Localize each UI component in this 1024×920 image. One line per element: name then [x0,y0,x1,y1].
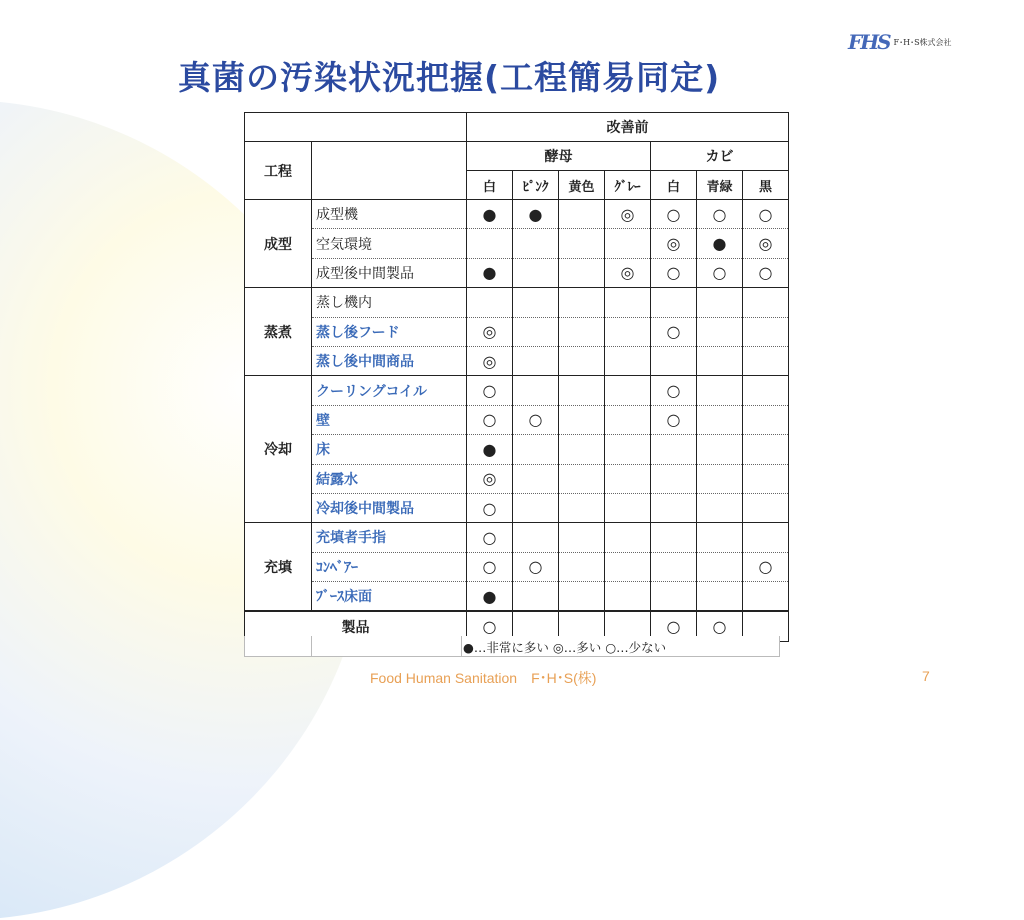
logo-mark: FHS [848,30,890,54]
result-cell [697,288,743,317]
table-row [245,552,789,581]
contamination-table [244,112,789,642]
result-cell [513,317,559,346]
result-cell [467,229,513,258]
result-cell: ○ [697,258,743,287]
result-cell [559,435,605,464]
result-cell: ● [467,435,513,464]
result-cell [513,258,559,287]
result-cell: ○ [467,552,513,581]
result-cell [697,552,743,581]
result-cell [651,346,697,375]
result-cell: ○ [467,405,513,434]
result-cell [605,317,651,346]
result-cell [605,376,651,405]
result-cell: ○ [467,493,513,522]
table-row [245,317,789,346]
legend-divider [461,636,462,656]
result-cell: ○ [743,552,789,581]
result-cell [651,435,697,464]
process-label: 成型 [245,200,312,288]
subheader-white-yeast: 白 [467,171,513,200]
result-cell [559,346,605,375]
result-cell [559,523,605,552]
result-cell [605,523,651,552]
result-cell: ○ [697,200,743,229]
table-row [245,229,789,258]
result-cell: ◎ [651,229,697,258]
result-cell: ◎ [467,346,513,375]
table-row [245,493,789,522]
result-cell: ○ [651,376,697,405]
result-cell [605,229,651,258]
result-cell [513,346,559,375]
result-cell [513,464,559,493]
subheader-gray: ｸﾞﾚｰ [605,171,651,200]
result-cell: ○ [467,376,513,405]
result-cell: ○ [651,258,697,287]
slide-title: 真菌の汚染状況把握(工程簡易同定) [178,58,721,97]
result-cell: ○ [513,405,559,434]
page-number: 7 [922,668,930,684]
result-cell [559,317,605,346]
result-cell [559,405,605,434]
result-cell [697,376,743,405]
table-row [245,200,789,229]
result-cell [513,376,559,405]
subheader-blue-green: 青緑 [697,171,743,200]
process-label: 冷却 [245,376,312,523]
result-cell [743,288,789,317]
result-cell [697,346,743,375]
result-cell [513,523,559,552]
legend [244,636,780,657]
result-cell: ○ [467,523,513,552]
item-label: 充填者手指 [312,523,467,552]
result-cell [559,288,605,317]
result-cell: ○ [743,258,789,287]
header-yeast: 酵母 [467,142,651,171]
result-cell [559,258,605,287]
header-blank [245,113,467,142]
result-cell [559,376,605,405]
result-cell: ◎ [467,317,513,346]
result-cell [743,405,789,434]
result-cell [651,464,697,493]
item-label: 空気環境 [312,229,467,258]
header-item-blank [312,142,467,200]
result-cell [743,435,789,464]
result-cell [605,464,651,493]
table-row [245,288,789,317]
result-cell [743,493,789,522]
result-cell [467,288,513,317]
result-cell: ○ [743,200,789,229]
result-cell [651,493,697,522]
result-cell [697,464,743,493]
result-cell: ○ [651,317,697,346]
result-cell [559,493,605,522]
table-row [245,376,789,405]
result-cell [605,405,651,434]
result-cell [605,493,651,522]
result-cell [651,582,697,612]
table-row [245,435,789,464]
result-cell [559,552,605,581]
result-cell [697,493,743,522]
result-cell [559,229,605,258]
result-cell: ○ [651,200,697,229]
result-cell: ◎ [605,200,651,229]
item-label: 冷却後中間製品 [312,493,467,522]
header-before-improvement: 改善前 [467,113,789,142]
subheader-white-mold: 白 [651,171,697,200]
table-row [245,346,789,375]
header-process: 工程 [245,142,312,200]
result-cell [605,552,651,581]
table-row [245,464,789,493]
legend-divider [311,636,312,656]
item-label: 成型機 [312,200,467,229]
result-cell [559,582,605,612]
company-logo [848,30,952,54]
result-cell [605,435,651,464]
result-cell [513,493,559,522]
result-cell: ● [467,200,513,229]
item-label: 蒸し後フード [312,317,467,346]
footer-text: Food Human Sanitation F･H･S(株) [370,670,597,686]
result-cell [651,523,697,552]
item-label: ｺﾝﾍﾞｱｰ [312,552,467,581]
result-cell: ● [467,582,513,612]
header-mold: カビ [651,142,789,171]
result-cell [559,464,605,493]
item-label: 床 [312,435,467,464]
item-label: 蒸し機内 [312,288,467,317]
result-cell [697,317,743,346]
item-label: クーリングコイル [312,376,467,405]
result-cell: ○ [651,611,697,641]
result-cell [605,582,651,612]
subheader-yellow: 黄色 [559,171,605,200]
result-cell: ◎ [605,258,651,287]
table-row [245,258,789,287]
result-cell: ○ [651,405,697,434]
result-cell [743,523,789,552]
result-cell [651,288,697,317]
result-cell [743,376,789,405]
result-cell [743,317,789,346]
result-cell [743,582,789,612]
result-cell: ● [697,229,743,258]
result-cell: ◎ [467,464,513,493]
result-cell [743,464,789,493]
result-cell: ○ [697,611,743,641]
table-row [245,405,789,434]
process-label: 充填 [245,523,312,612]
result-cell [697,405,743,434]
subheader-pink: ﾋﾟﾝｸ [513,171,559,200]
result-cell [651,552,697,581]
item-label: 成型後中間製品 [312,258,467,287]
item-label: 蒸し後中間商品 [312,346,467,375]
result-cell [605,346,651,375]
subheader-black: 黒 [743,171,789,200]
result-cell [513,435,559,464]
legend-text: ●…非常に多い ◎…多い ○…少ない [463,640,667,655]
result-cell [513,582,559,612]
product-label: 製品 [245,611,467,641]
table-row [245,523,789,552]
result-cell [697,582,743,612]
result-cell [743,346,789,375]
logo-text: F･H･S株式会社 [893,37,952,47]
result-cell: ● [467,258,513,287]
result-cell [697,435,743,464]
result-cell [697,523,743,552]
result-cell: ○ [467,611,513,641]
item-label: 結露水 [312,464,467,493]
result-cell: ◎ [743,229,789,258]
process-label: 蒸煮 [245,288,312,376]
item-label: 壁 [312,405,467,434]
result-cell [513,288,559,317]
result-cell [559,200,605,229]
result-cell [605,288,651,317]
result-cell: ○ [513,552,559,581]
result-cell [513,229,559,258]
result-cell: ● [513,200,559,229]
item-label: ﾌﾞｰｽ床面 [312,582,467,612]
table-row [245,582,789,612]
